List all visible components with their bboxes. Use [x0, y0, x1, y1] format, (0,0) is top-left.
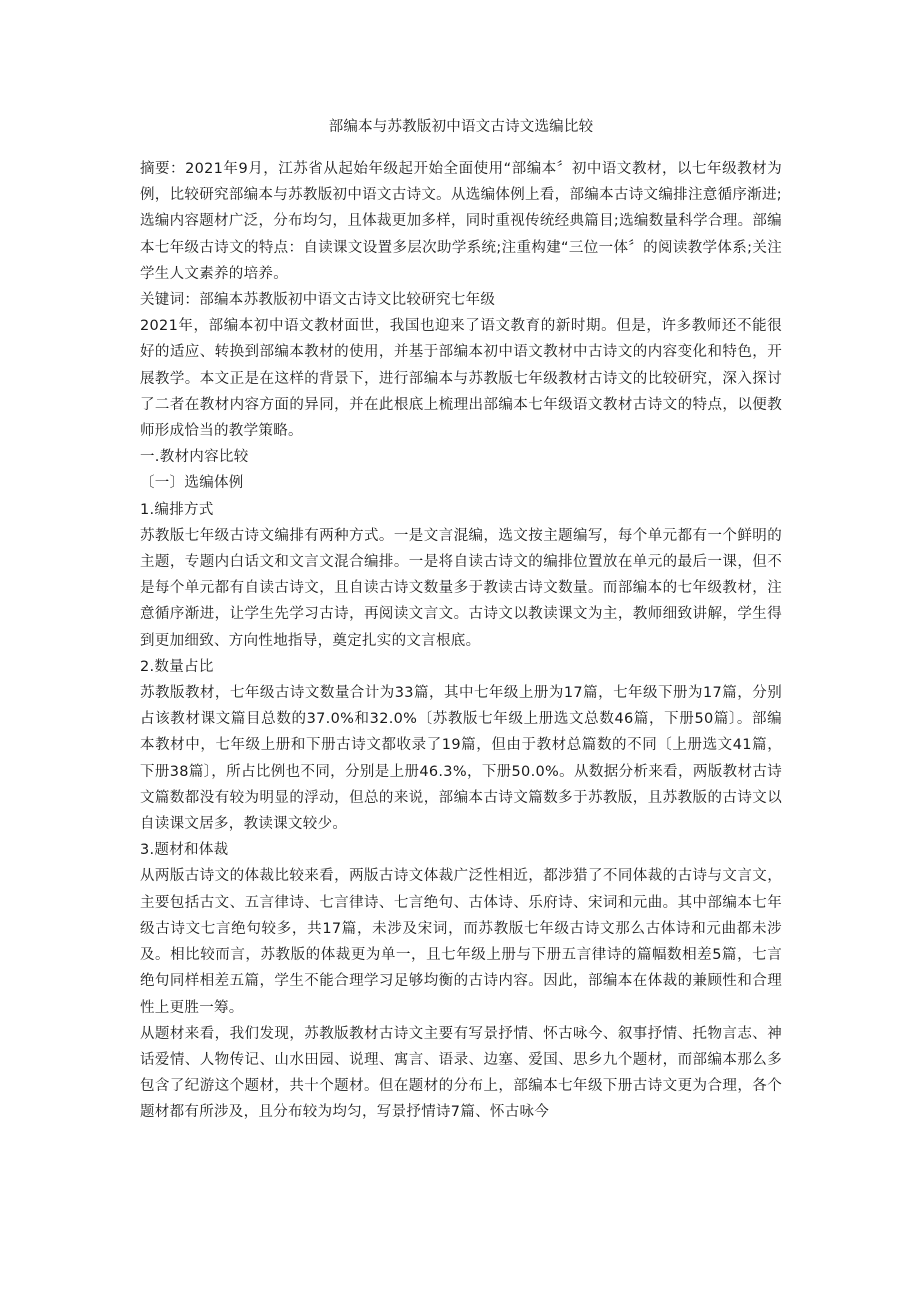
intro-paragraph: 2021年，部编本初中语文教材面世，我国也迎来了语文教育的新时期。但是，许多教师还不能很好的适应、转换到部编本教材的使用，并基于部编本初中语文教材中古诗文的内容变化和特色，开展教学。本文正是在这样的背景下，进行部编本与苏教版七年级教材古诗文的比较研究，深入探讨了二者在教材内容方面的异同，并在此根底上梳理出部编本七年级语文教材古诗文的特点，以便教师形成恰当的教学策略。 [140, 318, 782, 440]
subsection-heading: 〔一〕选编体例 [140, 475, 244, 492]
body-paragraph: 苏教版教材，七年级古诗文数量合计为33篇，其中七年级上册为17篇，七年级下册为17篇，分别占该教材课文篇目总数的37.0%和32.0%〔苏教版七年级上册选文总数46篇，下册50篇〕。部编本教材中，七年级上册和下册古诗文都收录了19篇，但由于教材总篇数的不同〔上册选文41篇，下册38篇〕，所占比例也不同，分别是上册46.3%，下册50.0%。从数据分析来看，两版教材古诗文篇数都没有较为明显的浮动，但总的来说，部编本古诗文篇数多于苏教版，且苏教版的古诗文以自读课文居多，教读课文较少。 [140, 685, 782, 833]
keywords-paragraph: 关键词：部编本苏教版初中语文古诗文比较研究七年级 [140, 292, 496, 309]
document-page [140, 112, 782, 1126]
body-paragraph: 从题材来看，我们发现，苏教版教材古诗文主要有写景抒情、怀古咏今、叙事抒情、托物言志、神话爱情、人物传记、山水田园、说理、寓言、语录、边塞、爱国、思乡九个题材，而部编本那么多包含了纪游这个题材，共十个题材。但在题材的分布上，部编本七年级下册古诗文更为合理，各个题材都有所涉及，且分布较为均匀，写景抒情诗7篇、怀古咏今 [140, 1025, 782, 1121]
abstract-paragraph: 摘要：2021年9月，江苏省从起始年级起开始全面使用“部编本〞初中语文教材，以七年级教材为例，比较研究部编本与苏教版初中语文古诗文。从选编体例上看，部编本古诗文编排注意循序渐进;选编内容题材广泛，分布均匀，且体裁更加多样，同时重视传统经典篇目;选编数量科学合理。部编本七年级古诗文的特点：自读课文设置多层次助学系统;注重构建“三位一体〞的阅读教学体系;关注学生人文素养的培养。 [140, 161, 782, 282]
item-heading: 1.编排方式 [140, 501, 214, 518]
body-paragraph: 苏教版七年级古诗文编排有两种方式。一是文言混编，选文按主题编写，每个单元都有一个鲜明的主题，专题内白话文和文言文混合编排。一是将自读古诗文的编排位置放在单元的最后一课，但不是每个单元都有自读古诗文，且自读古诗文数量多于教读古诗文数量。而部编本的七年级教材，注意循序渐进，让学生先学习古诗，再阅读文言文。古诗文以教读课文为主，教师细致讲解，学生得到更加细致、方向性地指导，奠定扎实的文言根底。 [140, 527, 782, 649]
item-heading: 3.题材和体裁 [140, 842, 229, 859]
section-heading: 一.教材内容比较 [140, 449, 249, 466]
body-paragraph: 从两版古诗文的体裁比较来看，两版古诗文体裁广泛性相近，都涉猎了不同体裁的古诗与文言文，主要包括古文、五言律诗、七言律诗、七言绝句、古体诗、乐府诗、宋词和元曲。其中部编本七年级古诗文七言绝句较多，共17篇，未涉及宋词，而苏教版七年级古诗文那么古体诗和元曲都未涉及。相比较而言，苏教版的体裁更为单一，且七年级上册与下册五言律诗的篇幅数相差5篇，七言绝句同样相差五篇，学生不能合理学习足够均衡的古诗内容。因此，部编本在体裁的兼顾性和合理性上更胜一筹。 [140, 868, 782, 1016]
document-title: 部编本与苏教版初中语文古诗文选编比较 [328, 119, 594, 135]
item-heading: 2.数量占比 [140, 658, 214, 675]
